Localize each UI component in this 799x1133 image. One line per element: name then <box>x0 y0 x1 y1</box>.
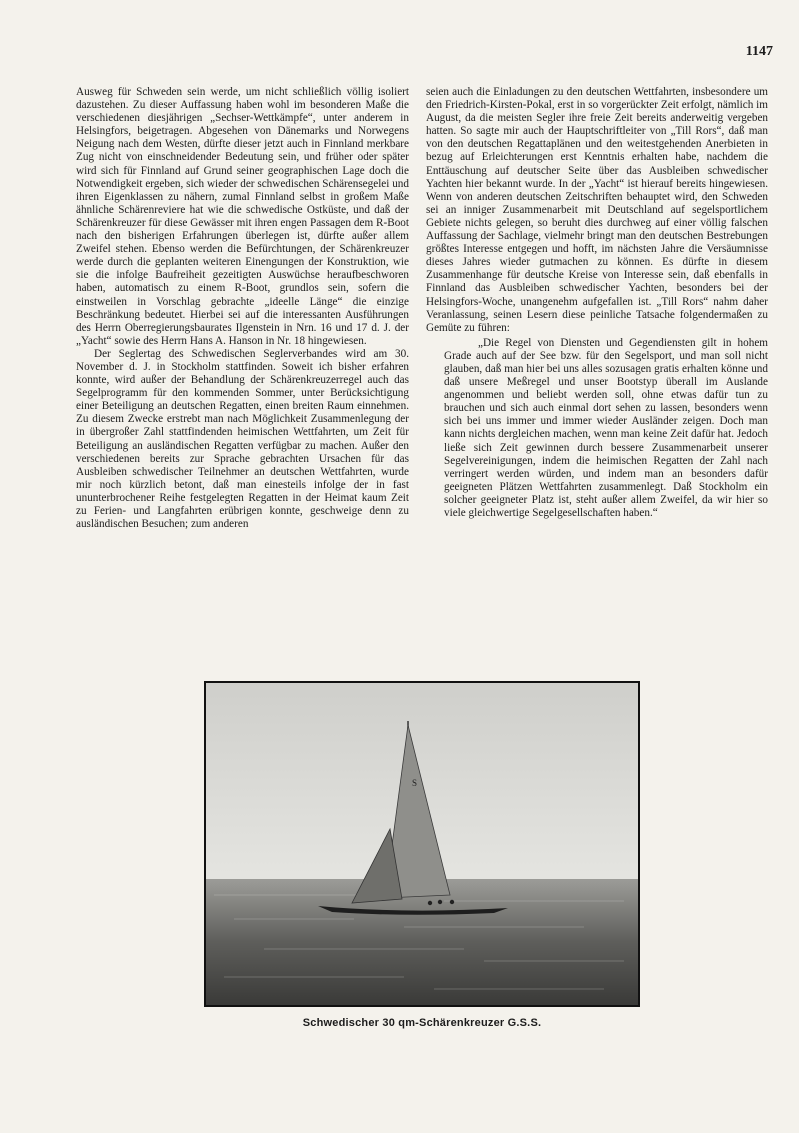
left-paragraph-2: Der Seglertag des Schwedischen Seglerverbandes wird am 30. November d. J. in Stockholm stattfinden. Soweit ich bisher erfahren konnte, wird außer der Behandlung der Schärenkreuzerregel auch das Segelprogramm für den kommenden Sommer, unter Berücksichtigung einer Beteiligung an deutschen Regatten, einen breiten Raum einnehmen. Zu diesem Zwecke erstrebt man nach Möglichkeit Zusammenlegung der in übergroßer Zahl stattfindenden heimischen Wettfahrten, um Zeit für Beteiligung an ausländischen Regatten verfügbar zu machen. Außer den verschiedenen bereits zur Sprache gebrachten Ursachen für das Ausbleiben schwedischer Teilnehmer an deutschen Wettfahrten, wurde mir noch kürzlich betont, daß man einesteils infolge der in fast ununterbrochener Reihe festgelegten Regatten in der Heimat kaum Zeit zu Ferien- und Langfahrten erübrigen konnte, geschweige denn zu ausländischen Besuchen; zum anderen <box>76 347 409 531</box>
right-column <box>426 86 768 520</box>
left-column <box>76 86 409 531</box>
sail-mark: S <box>412 778 418 788</box>
figure-caption: Schwedischer 30 qm-Schärenkreuzer G.S.S. <box>302 1017 542 1029</box>
photo-water <box>206 879 638 1005</box>
quoted-passage: „Die Regel von Diensten und Gegendiensten gilt in hohem Grade auch auf der See bzw. für den Segelsport, und man soll nicht glauben, daß man hier bei uns alles sozusagen gratis erhalten könne und daß unsere Meßregel und unser Bootstyp überall im Auslande angenommen und beliebt werden soll, ohne etwas dafür tun zu brauchen und sich auch einmal dort sehen zu lassen, besonders wenn sich bei uns immer und immer wieder Ausländer zeigen. Doch man kann nichts dergleichen machen, wenn man keine Zeit dafür hat. Jedoch ließe sich Zeit gewinnen durch bessere Zusammenarbeit unserer Segelvereinigungen, indem die heimischen Regatten der Zahl nach verringert werden würden, und indem man an besonders dafür geeigneten Plätzen Wettfahrten zusammenlegt. Daß Stockholm ein solcher geeigneter Platz ist, steht außer allem Zweifel, da wir hier so viele gleichwertige Segelgesellschaften haben.“ <box>444 336 768 519</box>
sailboat-photograph <box>204 681 640 1007</box>
page-number: 1147 <box>745 44 773 59</box>
right-paragraph-body: seien auch die Einladungen zu den deutschen Wettfahrten, insbesondere um den Friedrich-Kirsten-Pokal, erst in so vorgerückter Zeit erfolgt, nämlich im August, da die meisten Segler ihre freie Zeit bereits anderweitig vergeben hatten. So sagte mir auch der Hauptschriftleiter von „Till Rors“, daß man von den deutschen Regattaplänen und den weitestgehenden Anerbieten in bezug auf Erleichterungen erst Kenntnis erhalten habe, nachdem die Enttäuschung auf deutscher Seite über das Ausbleiben schwedischer Yachten hier bekannt wurde. In der „Yacht“ ist hierauf bereits hingewiesen. Wenn von anderen deutschen Zeitschriften behauptet wird, den Schweden sei an inniger Zusammenarbeit mit Deutschland auf segelsportlichem Gebiete nichts gelegen, so beruht dies durchweg auf einer völlig falschen Auffassung der Sachlage, vielmehr bringt man den deutschen Bestrebungen größtes Interesse entgegen und hofft, im nächsten Jahre die Versäumnisse dieses Jahres wieder gutmachen zu können. Es dürfte in diesem Zusammenhange für deutsche Kreise von Interesse sein, daß ebenfalls in Finnland das Ausbleiben schwedischer Yachten, besonders bei der Helsingfors-Woche, unangenehm aufgefallen ist. „Till Rors“ nahm daher Veranlassung, seinen Lesern diese peinliche Tatsache folgendermaßen zu Gemüte zu führen: <box>426 86 768 334</box>
left-paragraph-1: Ausweg für Schweden sein werde, um nicht schließlich völlig isoliert dazustehen. Zu dieser Auffassung haben wohl im besonderen Maße die verschiedenen diesjährigen „Sechser-Wettkämpfe“, unter anderem in Helsingfors, beigetragen. Abgesehen von Dänemarks und Norwegens Neigung nach dem Westen, dürfte dieser jetzt auch in Finnland merkbare Zug nicht von einschneidender Bedeutung sein, und früher oder später wird sich für Finnland auf Grund seiner geographischen Lage doch die Notwendigkeit ergeben, sich wieder der schwedischen Schärensegelei und ihren Eigenklassen zu nähern, zumal Finnland selbst in großem Maße ähnliche Schärenreviere hat wie die schwedische Ostküste, und daß der Schärenkreuzer für diese Gewässer mit ihren engen Passagen dem R-Boot nach den bisherigen Erfahrungen überlegen ist, dürfte außer allem Zweifel stehen. Ebenso werden die Befürchtungen, der Schärenkreuzer werde durch die geplanten weiteren Einengungen der Konstruktion, wie sie die infolge Baufreiheit gezeitigten Auswüchse heraufbeschworen haben, automatisch zu einem R-Boot, grundlos sein, sofern die einstweilen in Vorschlag gebrachte „ideelle Länge“ die einzige Beschränkung bedeutet. Hierbei sei auf die interessanten Ausführungen des Herrn Oberregierungsbaurates Ilgenstein in Nrn. 16 und 17 d. J. der „Yacht“ sowie des Herrn Hans A. Hanson in Nr. 18 hingewiesen. <box>76 86 409 347</box>
